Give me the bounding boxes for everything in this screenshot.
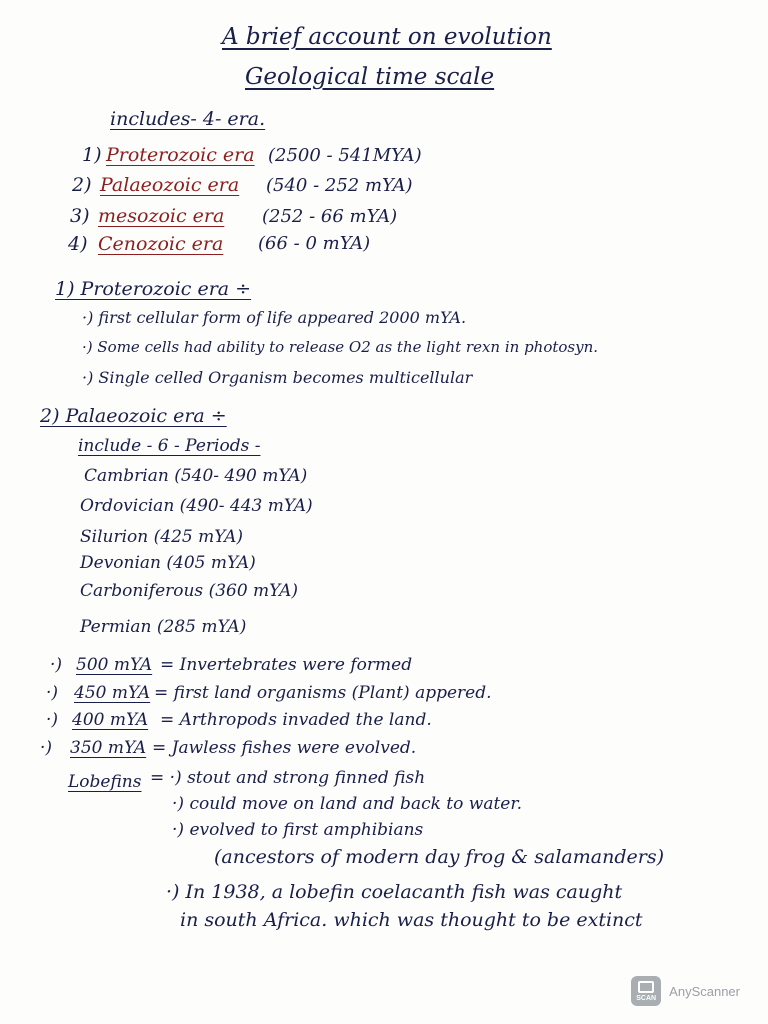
- timeline-text-2: = first land organisms (Plant) appered.: [154, 683, 492, 703]
- era-range-3: (252 - 66 mYA): [262, 206, 398, 227]
- period-ordovician: Ordovician (490- 443 mYA): [80, 496, 313, 516]
- proterozoic-point-3: ·) Single celled Organism becomes multicellular: [82, 368, 473, 387]
- closing-line-2: in south Africa. which was thought to be extinct: [180, 909, 643, 931]
- proterozoic-heading: 1) Proterozoic era ÷: [55, 278, 252, 300]
- period-permian: Permian (285 mYA): [80, 617, 247, 637]
- timeline-bullet-4: ·): [40, 738, 53, 758]
- period-silurian: Silurion (425 mYA): [80, 527, 244, 547]
- timeline-mya-3: 400 mYA: [72, 710, 149, 730]
- timeline-text-3: = Arthropods invaded the land.: [160, 710, 432, 730]
- era-range-2: (540 - 252 mYA): [266, 175, 413, 196]
- era-num-4: 4): [68, 233, 88, 255]
- era-name-4: Cenozoic era: [98, 233, 224, 255]
- title-line-1: A brief account on evolution: [222, 24, 552, 50]
- era-range-4: (66 - 0 mYA): [258, 233, 371, 254]
- lobefins-point-1: = ·) stout and strong finned fish: [150, 768, 426, 788]
- lobefins-point-4: (ancestors of modern day frog & salamanders): [214, 846, 664, 868]
- period-devonian: Devonian (405 mYA): [80, 553, 256, 573]
- palaeozoic-sub: include - 6 - Periods -: [78, 436, 261, 456]
- palaeozoic-heading: 2) Palaeozoic era ÷: [40, 405, 227, 427]
- scan-icon-label: SCAN: [636, 994, 657, 1002]
- lobefins-label: Lobefins: [68, 772, 142, 792]
- era-name-2: Palaeozoic era: [100, 174, 240, 196]
- proterozoic-point-1: ·) first cellular form of life appeared 2000 mYA.: [82, 308, 467, 327]
- period-cambrian: Cambrian (540- 490 mYA): [84, 466, 308, 486]
- timeline-mya-4: 350 mYA: [70, 738, 147, 758]
- scan-app-icon: [631, 976, 661, 1006]
- timeline-mya-1: 500 mYA: [76, 655, 153, 675]
- era-name-1: Proterozoic era: [106, 144, 255, 166]
- proterozoic-point-2: ·) Some cells had ability to release O2 as the light rexn in photosyn.: [82, 338, 599, 356]
- lobefins-point-2: ·) could move on land and back to water.: [172, 794, 523, 814]
- era-name-3: mesozoic era: [98, 205, 225, 227]
- era-range-1: (2500 - 541MYA): [268, 145, 422, 166]
- period-carboniferous: Carboniferous (360 mYA): [80, 581, 298, 601]
- timeline-mya-2: 450 mYA: [74, 683, 151, 703]
- era-num-2: 2): [72, 174, 92, 196]
- era-num-1: 1): [82, 144, 102, 166]
- lobefins-point-3: ·) evolved to first amphibians: [172, 820, 424, 840]
- timeline-text-1: = Invertebrates were formed: [160, 655, 413, 675]
- closing-line-1: ·) In 1938, a lobefin coelacanth fish was caught: [166, 881, 623, 903]
- includes-label: includes- 4- era.: [110, 108, 266, 130]
- era-num-3: 3): [70, 205, 90, 227]
- title-line-2: Geological time scale: [245, 64, 495, 90]
- anyscanner-watermark: [631, 976, 740, 1006]
- watermark-brand: AnyScanner: [669, 983, 740, 999]
- timeline-bullet-2: ·): [46, 683, 59, 703]
- timeline-bullet-3: ·): [46, 710, 59, 730]
- timeline-bullet-1: ·): [50, 655, 63, 675]
- timeline-text-4: = Jawless fishes were evolved.: [152, 738, 417, 758]
